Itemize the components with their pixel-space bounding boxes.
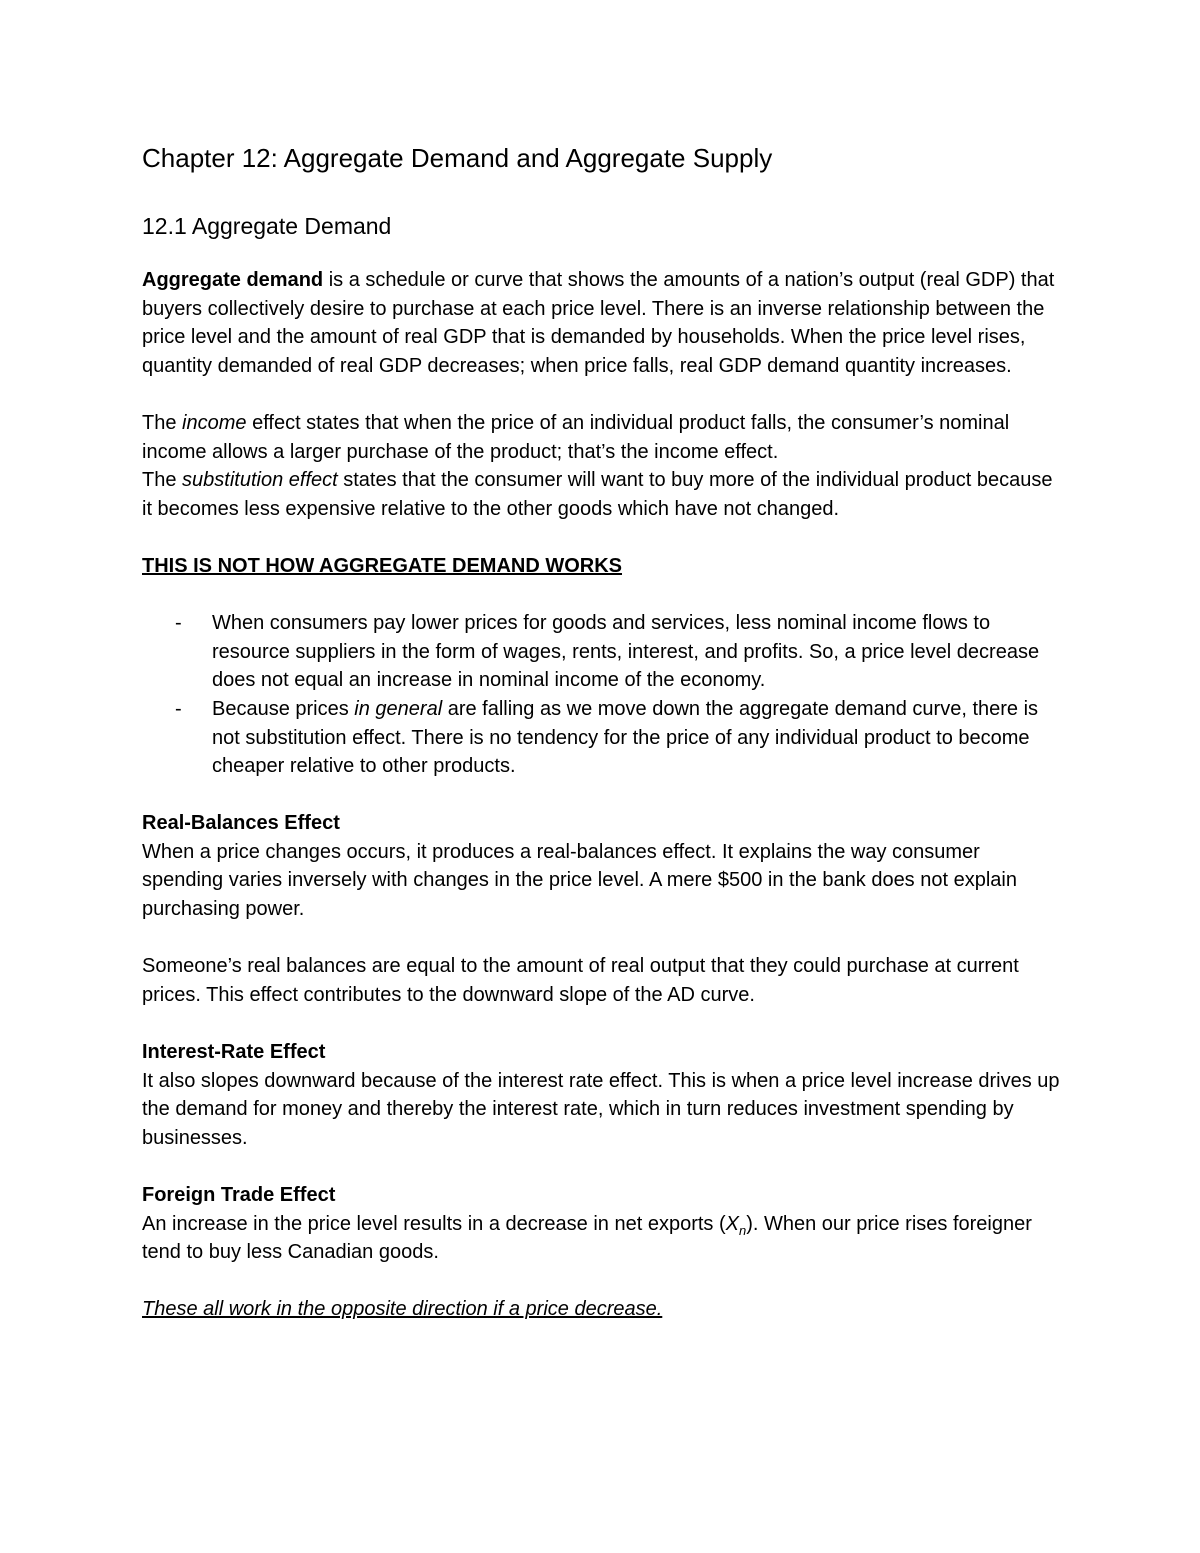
substitution-effect-text: states that the consumer will want to buy more of the individual product because it becomes less expensive relative to the other goods which have not changed. (142, 469, 1053, 520)
bullet-emphasis: in general (354, 697, 443, 720)
bullet-text-post: are falling as we move down the aggregate demand curve, there is not substitution effect. There is no tendency for the price of any individual product to become cheaper relative to other products. (212, 697, 1039, 778)
income-effect-lead: The (142, 411, 183, 434)
warning-heading: THIS IS NOT HOW AGGREGATE DEMAND WORKS (142, 554, 622, 577)
substitution-effect-lead: The (142, 469, 183, 492)
closing-statement: These all work in the opposite direction if a price decrease. (142, 1298, 663, 1321)
aggregate-demand-term: Aggregate demand (142, 269, 324, 291)
bullet-text: When consumers pay lower prices for goods and services, less nominal income flows to resource suppliers in the form of wages, rents, interest, and profits. So, a price level decrease does not equal an increase in nominal income of the economy. (212, 612, 1040, 692)
real-balances-text: When a price changes occurs, it produces a real-balances effect. It explains the way consumer spending varies inversely with changes in the price level. A mere $500 in the bank does not explain purchasing power. (142, 840, 1017, 921)
foreign-trade-text (142, 1210, 1060, 1267)
aggregate-demand-definition (142, 266, 1060, 380)
net-exports-symbol (725, 1212, 747, 1238)
interest-rate-text: It also slopes downward because of the interest rate effect. This is when a price level increase drives up the demand for money and thereby the interest rate, which in turn reduces investment spending by businesses. (142, 1069, 1060, 1149)
net-exports-letter: X (725, 1212, 739, 1235)
foreign-trade-post: ). When our price rises foreigner tend to buy less Canadian goods. (142, 1212, 1032, 1264)
substitution-effect-paragraph (142, 466, 1060, 523)
bullet-dash: - (175, 612, 182, 635)
income-effect-paragraph (142, 409, 1060, 466)
real-balances-heading: Real-Balances Effect (142, 812, 340, 835)
closing-line (142, 1295, 1060, 1324)
substitution-effect-term: substitution effect (182, 469, 338, 492)
income-effect-term: income (182, 411, 247, 434)
list-item (142, 695, 1060, 781)
section-heading: 12.1 Aggregate Demand (142, 213, 392, 239)
bullet-text-pre: Because prices (212, 697, 355, 720)
warning-heading-line (142, 552, 1060, 581)
foreign-trade-pre: An increase in the price level results in a decrease in net exports ( (142, 1212, 726, 1235)
list-item (142, 609, 1060, 695)
real-balances-text-2: Someone’s real balances are equal to the amount of real output that they could purchase at current prices. This effect contributes to the downward slope of the AD curve. (142, 955, 1019, 1006)
bullet-list (142, 609, 1060, 781)
foreign-trade-heading: Foreign Trade Effect (142, 1184, 336, 1206)
document-title: Chapter 12: Aggregate Demand and Aggregate Supply (142, 143, 773, 173)
bullet-dash: - (175, 697, 182, 720)
net-exports-subscript: n (738, 1222, 747, 1238)
interest-rate-heading: Interest-Rate Effect (142, 1041, 326, 1064)
aggregate-demand-text: is a schedule or curve that shows the amounts of a nation’s output (real GDP) that buyers collectively desire to purchase at each price level. There is an inverse relationship between the price level and the amount of real GDP that is demanded by households. When the price level rises, quantity demanded of real GDP decreases; when price falls, real GDP demand quantity increases. (142, 269, 1055, 377)
income-effect-text: effect states that when the price of an individual product falls, the consumer’s nominal income allows a larger purchase of the product; that’s the income effect. (142, 411, 1010, 463)
